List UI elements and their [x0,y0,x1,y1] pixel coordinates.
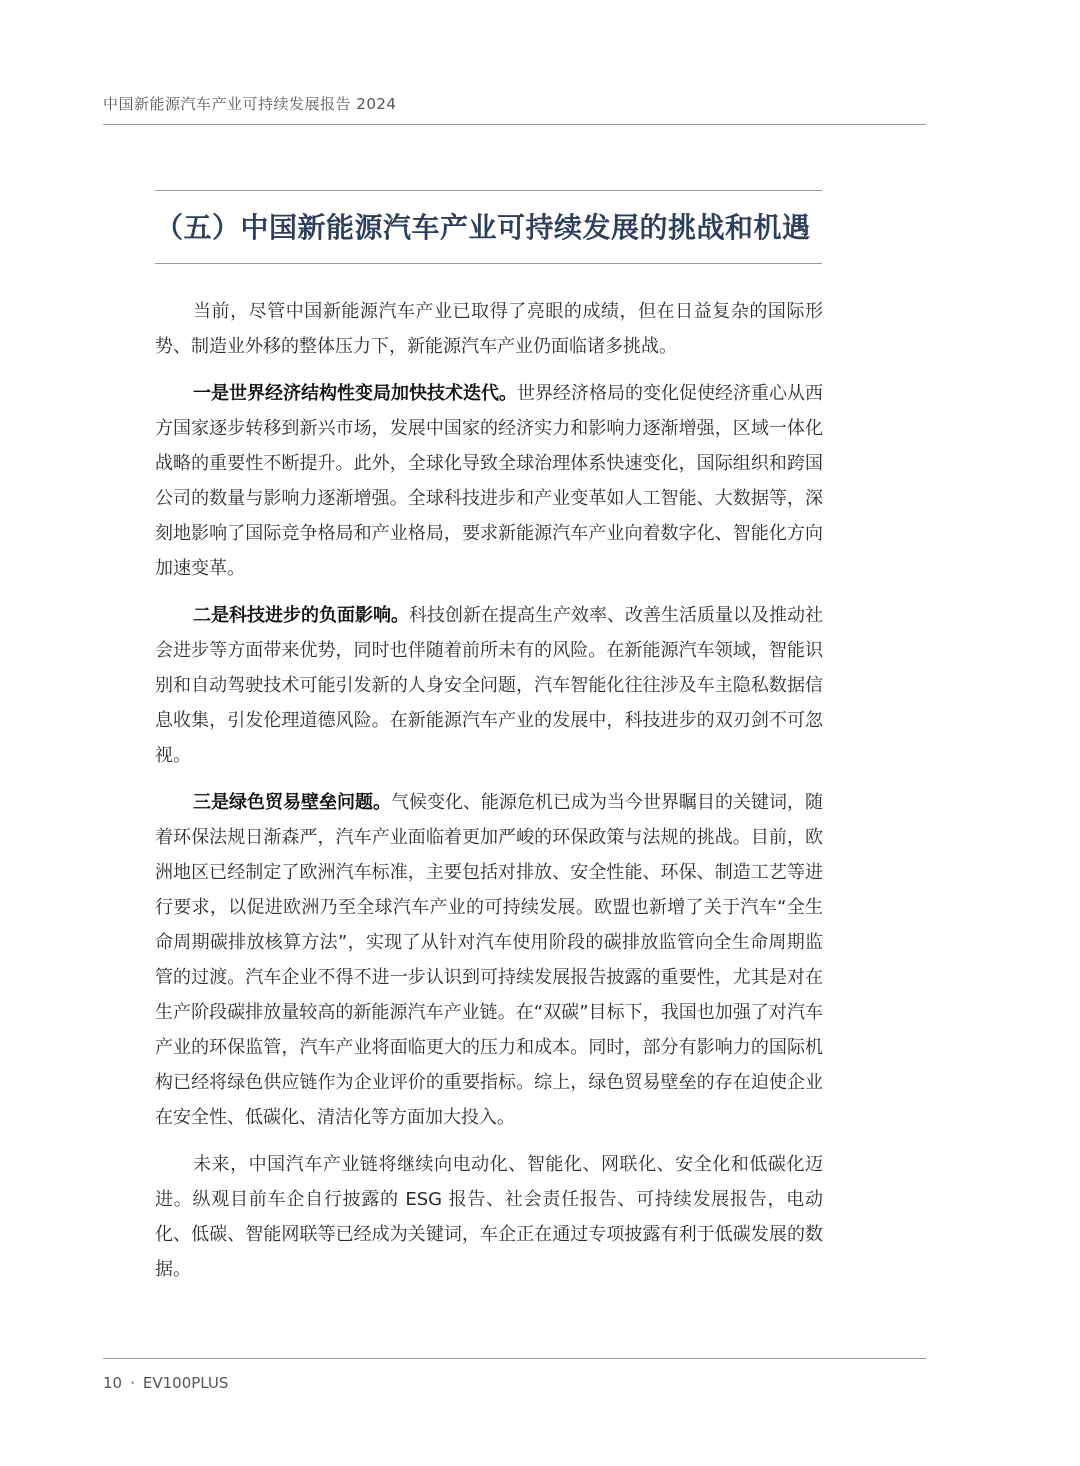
footer-divider [103,1358,926,1359]
running-header: 中国新能源汽车产业可持续发展报告 2024 [103,95,397,113]
paragraph-text: 当前，尽管中国新能源汽车产业已取得了亮眼的成绩，但在日益复杂的国际形势、制造业外移的整体压力下，新能源汽车产业仍面临诸多挑战。 [155,301,823,357]
paragraph-challenge-2 [155,598,823,773]
paragraph-intro [155,294,823,364]
paragraph-challenge-1 [155,376,823,586]
paragraph-lead: 三是绿色贸易壁垒问题。 [193,792,391,813]
paragraph-challenge-3 [155,785,823,1135]
footer-brand: EV100PLUS [142,1374,229,1392]
paragraph-text: 气候变化、能源危机已成为当今世界瞩目的关键词，随着环保法规日渐森严，汽车产业面临着更加严峻的环保政策与法规的挑战。目前，欧洲地区已经制定了欧洲汽车标准，主要包括对排放、安全性能、环保、制造工艺等进行要求，以促进欧洲乃至全球汽车产业的可持续发展。欧盟也新增了关于汽车“全生命周期碳排放核算方法”，实现了从针对汽车使用阶段的碳排放监管向全生命周期监管的过渡。汽车企业不得不进一步认识到可持续发展报告披露的重要性，尤其是对在生产阶段碳排放量较高的新能源汽车产业链。在“双碳”目标下，我国也加强了对汽车产业的环保监管，汽车产业将面临更大的压力和成本。同时，部分有影响力的国际机构已经将绿色供应链作为企业评价的重要指标。综上，绿色贸易壁垒的存在迫使企业在安全性、低碳化、清洁化等方面加大投入。 [155,792,823,1128]
paragraph-text: 世界经济格局的变化促使经济重心从西方国家逐步转移到新兴市场，发展中国家的经济实力和影响力逐渐增强，区域一体化战略的重要性不断提升。此外，全球化导致全球治理体系快速变化，国际组织和跨国公司的数量与影响力逐渐增强。全球科技进步和产业变革如人工智能、大数据等，深刻地影响了国际竞争格局和产业格局，要求新能源汽车产业向着数字化、智能化方向加速变革。 [155,383,823,579]
body-text [155,294,823,1299]
header-divider [103,124,926,125]
section-title: （五）中国新能源汽车产业可持续发展的挑战和机遇 [155,211,811,244]
paragraph-outlook [155,1147,823,1287]
title-rule-bottom [155,263,822,264]
page-number: 10 [103,1374,123,1392]
paragraph-lead: 二是科技进步的负面影响。 [193,605,409,626]
footer-separator: · [130,1374,135,1392]
paragraph-text: 科技创新在提高生产效率、改善生活质量以及推动社会进步等方面带来优势，同时也伴随着前所未有的风险。在新能源汽车领域，智能识别和自动驾驶技术可能引发新的人身安全问题，汽车智能化往往涉及车主隐私数据信息收集，引发伦理道德风险。在新能源汽车产业的发展中，科技进步的双刃剑不可忽视。 [155,605,823,766]
paragraph-lead: 一是世界经济结构性变局加快技术迭代。 [193,383,517,404]
title-rule-top [155,190,822,191]
page-footer [103,1374,228,1392]
paragraph-text: 未来，中国汽车产业链将继续向电动化、智能化、网联化、安全化和低碳化迈进。纵观目前车企自行披露的 ESG 报告、社会责任报告、可持续发展报告，电动化、低碳、智能网联等已经成为关键词，车企正在通过专项披露有利于低碳发展的数据。 [155,1154,823,1280]
